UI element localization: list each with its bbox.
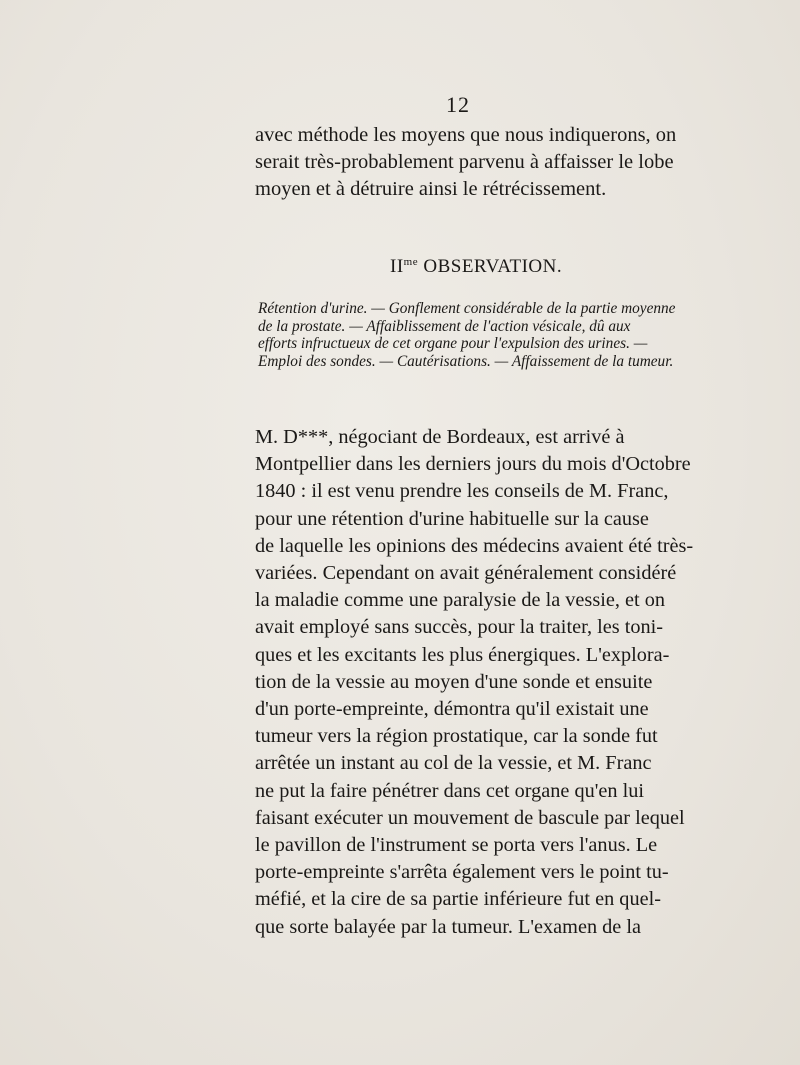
text-line: tion de la vessie au moyen d'une sonde et ensuite	[255, 670, 653, 693]
text-line: avait employé sans succès, pour la traiter, les toni-	[255, 616, 664, 639]
summary-line: de la prostate. — Affaiblissement de l'action vésicale, dû aux	[258, 317, 631, 335]
text-line: méfié, et la cire de sa partie inférieure fut en quel-	[255, 888, 661, 911]
text-line: M. D***, négociant de Bordeaux, est arrivé à	[255, 426, 625, 448]
text-line: tumeur vers la région prostatique, car la sonde fut	[255, 725, 658, 748]
text-line: arrêtée un instant au col de la vessie, et M. Franc	[255, 752, 652, 775]
text-line: faisant exécuter un mouvement de bascule par lequel	[255, 806, 685, 829]
summary-line: Emploi des sondes. — Cautérisations. — Affaissement de la tumeur.	[258, 352, 674, 370]
text-line: le pavillon de l'instrument se porta vers l'anus. Le	[255, 834, 658, 857]
page-number: 12	[446, 92, 470, 117]
text-line: la maladie comme une paralysie de la vessie, et on	[255, 589, 665, 612]
text-line: ques et les excitants les plus énergiques. L'explora-	[255, 643, 670, 666]
section-heading	[390, 256, 562, 278]
text-line: porte-empreinte s'arrêta également vers le point tu-	[255, 861, 669, 884]
text-line: de laquelle les opinions des médecins avaient été très-	[255, 534, 694, 557]
text-line: variées. Cependant on avait généralement considéré	[255, 562, 677, 585]
text-line: d'un porte-empreinte, démontra qu'il existait une	[255, 698, 649, 721]
case-summary	[258, 300, 718, 370]
summary-line: efforts infructueux de cet organe pour l'expulsion des urines. —	[258, 335, 648, 352]
text-line: que sorte balayée par la tumeur. L'examen de la	[255, 915, 642, 938]
intro-paragraph	[255, 122, 720, 203]
heading-suffix: me	[403, 256, 419, 268]
text-line: Montpellier dans les derniers jours du mois d'Octobre	[255, 453, 691, 476]
text-line: ne put la faire pénétrer dans cet organe qu'en lui	[255, 779, 645, 802]
summary-line: Rétention d'urine. — Gonflement considérable de la partie moyenne	[258, 300, 676, 317]
text-line: 1840 : il est venu prendre les conseils de M. Franc,	[255, 480, 669, 503]
heading-title: OBSERVATION.	[423, 256, 563, 277]
text-line: moyen et à détruire ainsi le rétrécissement.	[255, 178, 607, 200]
heading-numeral: II	[390, 256, 404, 277]
text-line: avec méthode les moyens que nous indiquerons, on	[255, 124, 677, 146]
text-line: serait très-probablement parvenu à affaisser le lobe	[255, 151, 674, 173]
text-line: pour une rétention d'urine habituelle sur la cause	[255, 507, 649, 530]
observation-body	[255, 424, 720, 941]
